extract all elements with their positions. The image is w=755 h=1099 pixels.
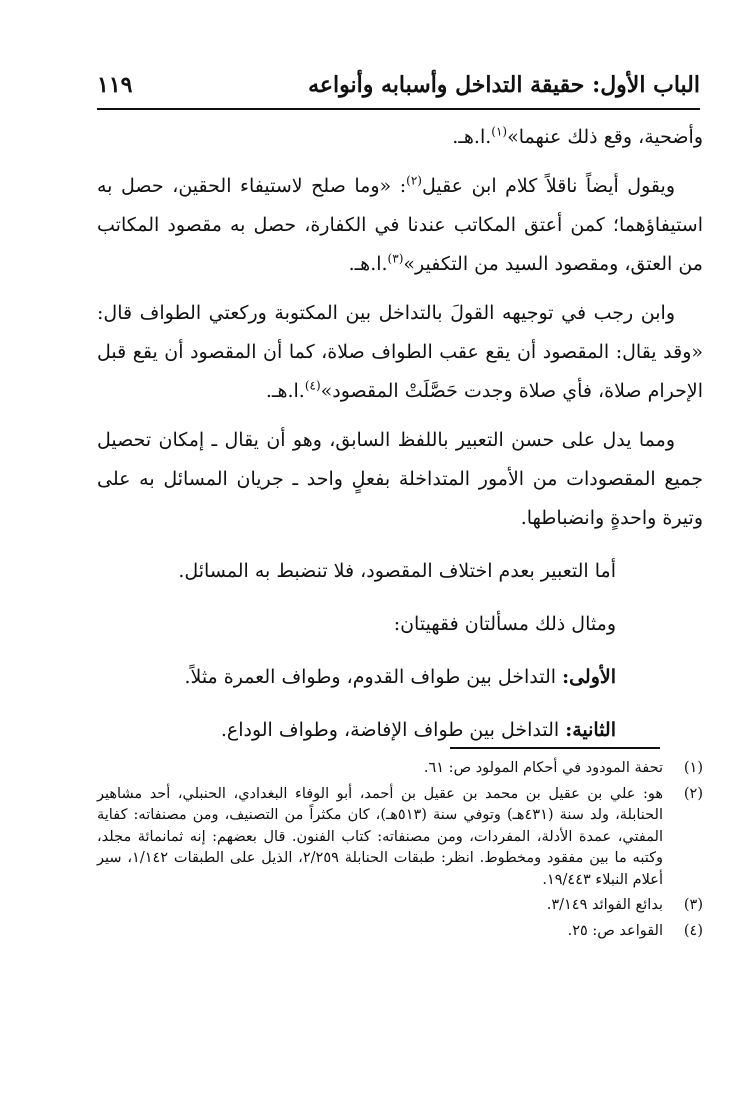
paragraph-5: أما التعبير بعدم اختلاف المقصود، فلا تنضبط به المسائل. [178, 560, 616, 582]
paragraph-3-end: .ا.هـ. [265, 380, 305, 402]
footnote-number: (٣) [683, 897, 703, 913]
paragraph-6: ومثال ذلك مسألتان فقهيتان: [393, 613, 616, 635]
paragraph-2-quote: : «وما صلح لاستيفاء الحقين، حصل به استيفاؤهما؛ كمن أعتق المكاتب عندنا في الكفارة، حصل به مقصود المكاتب من العتق، ومقصود السيد من التكفير» [97, 175, 703, 275]
example-first-label: الأولى: [562, 666, 616, 688]
footnote [97, 758, 703, 780]
footnote-separator [450, 747, 660, 749]
paragraph-3 [97, 294, 703, 411]
footnote-text: هو: علي بن عقيل بن محمد بن عقيل بن أحمد، أبو الوفاء البغدادي، الحنبلي، أحد مشاهير الحنابلة، ولد سنة (٤٣١هـ) وتوفي سنة (٥١٣هـ)، كان مكثراً من التصنيف، ومن مصنفاته: كفاية المفتي، عمدة الأدلة، المفردات، ومن مصنفاته: كتاب الفنون. قال بعضهم: إنه ثمانمائة مجلد، وكتبه ما بين مفقود ومخطوط. انظر: طبقات الحنابلة ٢/٢٥٩، الذيل على الطبقات ١/١٤٢، سير أعلام النبلاء ١٩/٤٤٣. [97, 785, 663, 888]
page-number: ١١٩ [97, 72, 133, 98]
footnote-text: القواعد ص: ٢٥. [567, 922, 663, 939]
paragraph-2-end: .ا.هـ. [348, 253, 388, 275]
footnote-ref-3: (٣) [387, 251, 404, 266]
paragraph-1-text: وأضحية، وقع ذلك عنهما» [507, 126, 703, 148]
example-first [97, 658, 703, 697]
paragraph-4: ومما يدل على حسن التعبير باللفظ السابق، وهو أن يقال ـ إمكان تحصيل جميع المقصودات من الأمور المتداخلة بفعلٍ واحد ـ جريان المسائل به على وتيرة واحدةٍ وانضباطها. [97, 429, 703, 529]
footnotes [97, 758, 703, 946]
footnote-ref-1: (١) [491, 124, 508, 139]
main-text [97, 118, 703, 750]
running-header [97, 68, 700, 110]
paragraph-2 [97, 167, 703, 284]
footnote-number: (٢) [683, 785, 703, 802]
footnote-text: تحفة المودود في أحكام المولود ص: ٦١. [423, 760, 663, 776]
footnote [97, 895, 703, 917]
footnote-number: (٤) [683, 922, 703, 939]
footnote-number: (١) [683, 760, 703, 776]
footnote-ref-2: (٢) [406, 173, 422, 188]
chapter-title: الباب الأول: حقيقة التداخل وأسبابه وأنواعه [308, 72, 700, 98]
example-second-text: التداخل بين طواف الإفاضة، وطواف الوداع. [220, 719, 560, 741]
example-second [97, 711, 703, 750]
footnote [97, 784, 703, 892]
footnote-text: بدائع الفوائد ٣/١٤٩. [546, 897, 663, 913]
paragraph-3-text: وابن رجب في توجيهه القولَ بالتداخل بين المكتوبة وركعتي الطواف قال: «وقد يقال: المقصود أن يقع عقب الطواف صلاة، كما أن المقصود أن يقع قبل الإحرام صلاة، فأي صلاة وجدت حَصَّلَتْ المقصود» [97, 302, 703, 402]
paragraph-1 [97, 118, 703, 157]
paragraph-1-end: .ا.هـ. [452, 126, 492, 148]
footnote-ref-4: (٤) [304, 378, 321, 393]
paragraph-2-start: ويقول أيضاً ناقلاً كلام ابن عقيل [421, 175, 676, 197]
example-first-text: التداخل بين طواف القدوم، وطواف العمرة مثلاً. [184, 666, 557, 688]
example-second-label: الثانية: [565, 719, 616, 741]
footnote [97, 921, 703, 943]
